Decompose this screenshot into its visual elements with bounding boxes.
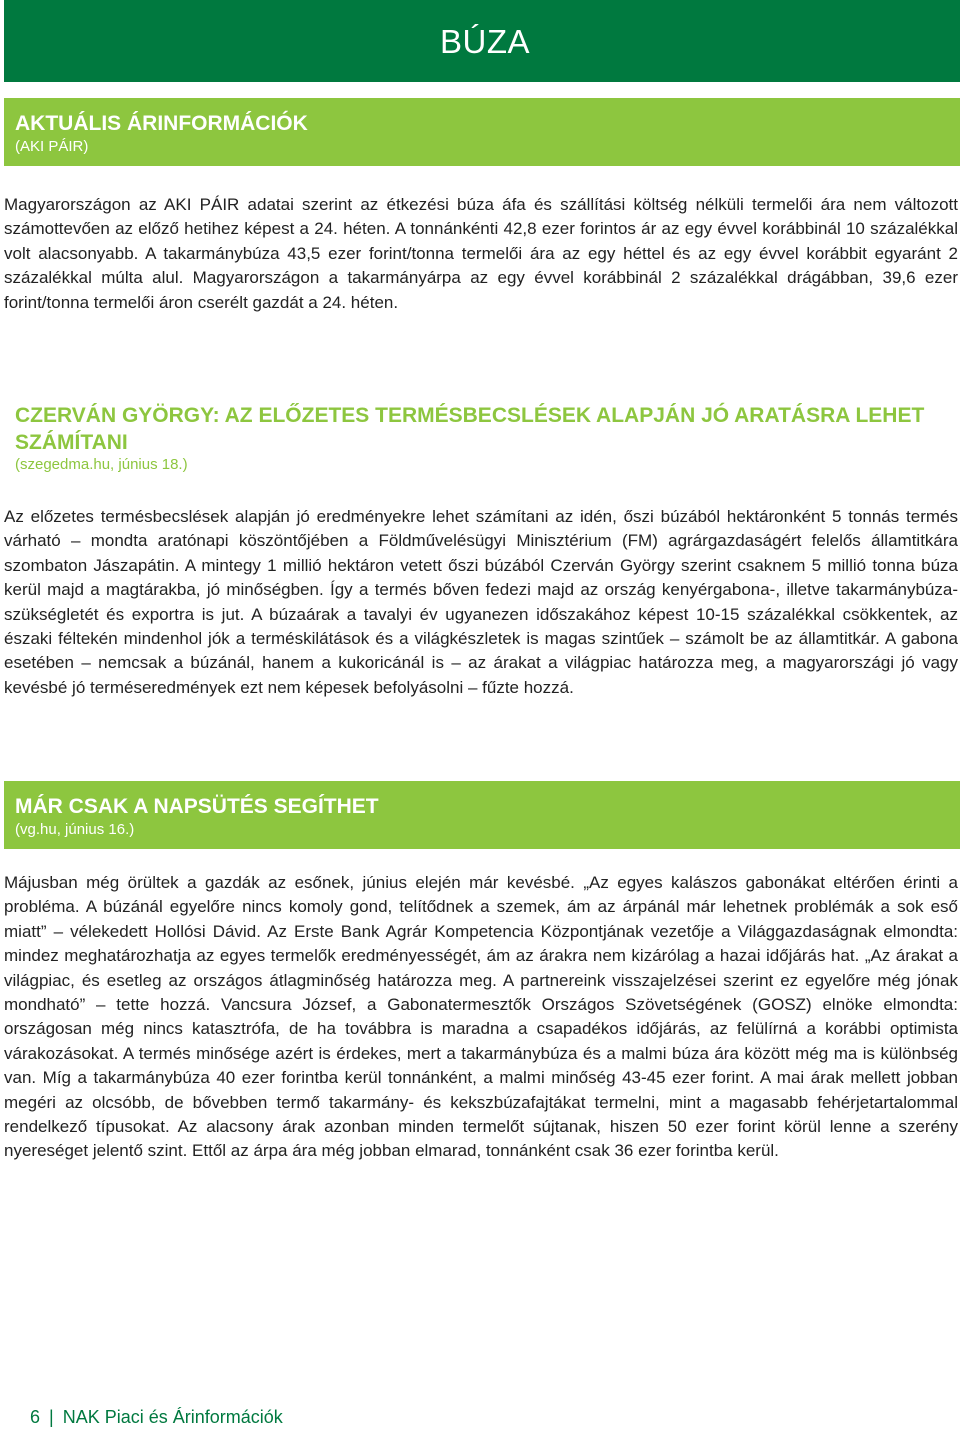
publication-name: NAK Piaci és Árinformációk — [62, 1407, 283, 1427]
page-title-bar — [4, 0, 960, 82]
section-title-prices: AKTUÁLIS ÁRINFORMÁCIÓK — [15, 112, 308, 135]
section-header-sunshine — [4, 781, 960, 849]
section-source-prices: (AKI PÁIR) — [15, 138, 89, 155]
section-title-sunshine: MÁR CSAK A NAPSÜTÉS SEGÍTHET — [15, 795, 379, 818]
page-footer — [30, 1405, 283, 1429]
section-text-prices: Magyarországon az AKI PÁIR adatai szerint az étkezési búza áfa és szállítási költség nélküli termelői ára nem változott számottevően az előző hetihez képest a 24. héten. A tonnánkénti 42,8 ezer forintos ár az egy évvel korábbinál 10 százalékkal volt alacsonyabb. A takarmánybúza 43,5 ezer forint/tonna termelői ára az egy héttel és az egy évvel korábbit egyaránt 2 százalékkal múlta alul. Magyarországon a takarmányárpa az egy évvel korábbinál 2 százalékkal drágábban, 39,6 ezer forint/tonna termelői áron cserélt gazdát a 24. héten. — [4, 195, 958, 312]
page-title: BÚZA — [440, 23, 531, 60]
section-source-harvest: (szegedma.hu, június 18.) — [15, 456, 188, 473]
section-source-sunshine: (vg.hu, június 16.) — [15, 821, 135, 838]
section-header-prices — [4, 98, 960, 166]
section-text-harvest: Az előzetes termésbecslések alapján jó eredményekre lehet számítani az idén, őszi búzából hektáronként 5 tonnás termés várható – mondta aratónapi köszöntőjében a Földművelésügyi Minisztérium (FM) agrárgazdaságért felelős államtitkára szombaton Jászapátin. A mintegy 1 millió hektáron vetett őszi búzából Czerván György szerint csaknem 5 millió tonna búza kerül majd a magtárakba, jó minőségben. Így a termés bőven fedezi majd az ország kenyérgabona-, illetve takarmánybúza-szükségletét és exportra is jut. A búzaárak a tavalyi év ugyanezen időszakához képest 10-15 százalékkal csökkentek, az északi féltekén mindenhol jók a terméskilátások és a világkészletek is magas szintűek – számolt be az államtitkár. A gabona esetében – nemcsak a búzánál, hanem a kukoricánál is – az árakat a világpiac határozza meg, a magyarországi jó vagy kevésbé jó terméseredmények ezt nem képesek befolyásolni – fűzte hozzá. — [4, 507, 958, 697]
footer-separator: | — [49, 1407, 54, 1427]
section-text-sunshine: Májusban még örültek a gazdák az esőnek, június elején már kevésbé. „Az egyes kalászos gabonákat eltérően érinti a probléma. A búzánál egyelőre nincs komoly gond, telítődnek a szemek, ám az árpánál már lehetnek problémák a sok eső miatt” – vélekedett Hollósi Dávid. Az Erste Bank Agrár Kompetencia Központjának vezetője a Világgazdaságnak elmondta: mindez meghatározhatja az egyes termelők eredményességét, ám az árakra nem kizárólag a hazai időjárás hat. „Az árakat a világpiac, és esetleg az országos átlagminőség határozza meg. A partnereink visszajelzései szerint ez egyelőre még jónak mondható” – tette hozzá. Vancsura József, a Gabonatermesztők Országos Szövetségének (GOSZ) elnöke elmondta: országosan még nincs katasztrófa, de ha továbbra is maradna a csapadékos időjárás, az felülírná a korábbi optimista várakozásokat. A termés minősége azért is érdekes, mert a takarmánybúza és a malmi búza ára között még ma is különbség van. Míg a takarmánybúza 40 ezer forintba kerül tonnánként, a malmi minőség 43-45 ezer forint. A mai árak mellett jobban megéri az olcsóbb, de bővebben termő takarmány- és kekszbúzafajtákat termelni, mint a magasabb fehérjetartalommal rendelkező típusokat. Az alacsony árak azonban minden termelőt sújtanak, hiszen 50 ezer forint körül lenne a szerény nyereséget jelentő szint. Ettől az árpa ára még jobban elmarad, tonnánként csak 36 ezer forintba kerül. — [4, 873, 958, 1161]
section-title-harvest: CZERVÁN GYÖRGY: AZ ELŐZETES TERMÉSBECSLÉSEK ALAPJÁN JÓ ARATÁSRA LEHET SZÁMÍTANI — [15, 404, 925, 454]
page-number: 6 — [30, 1407, 41, 1427]
